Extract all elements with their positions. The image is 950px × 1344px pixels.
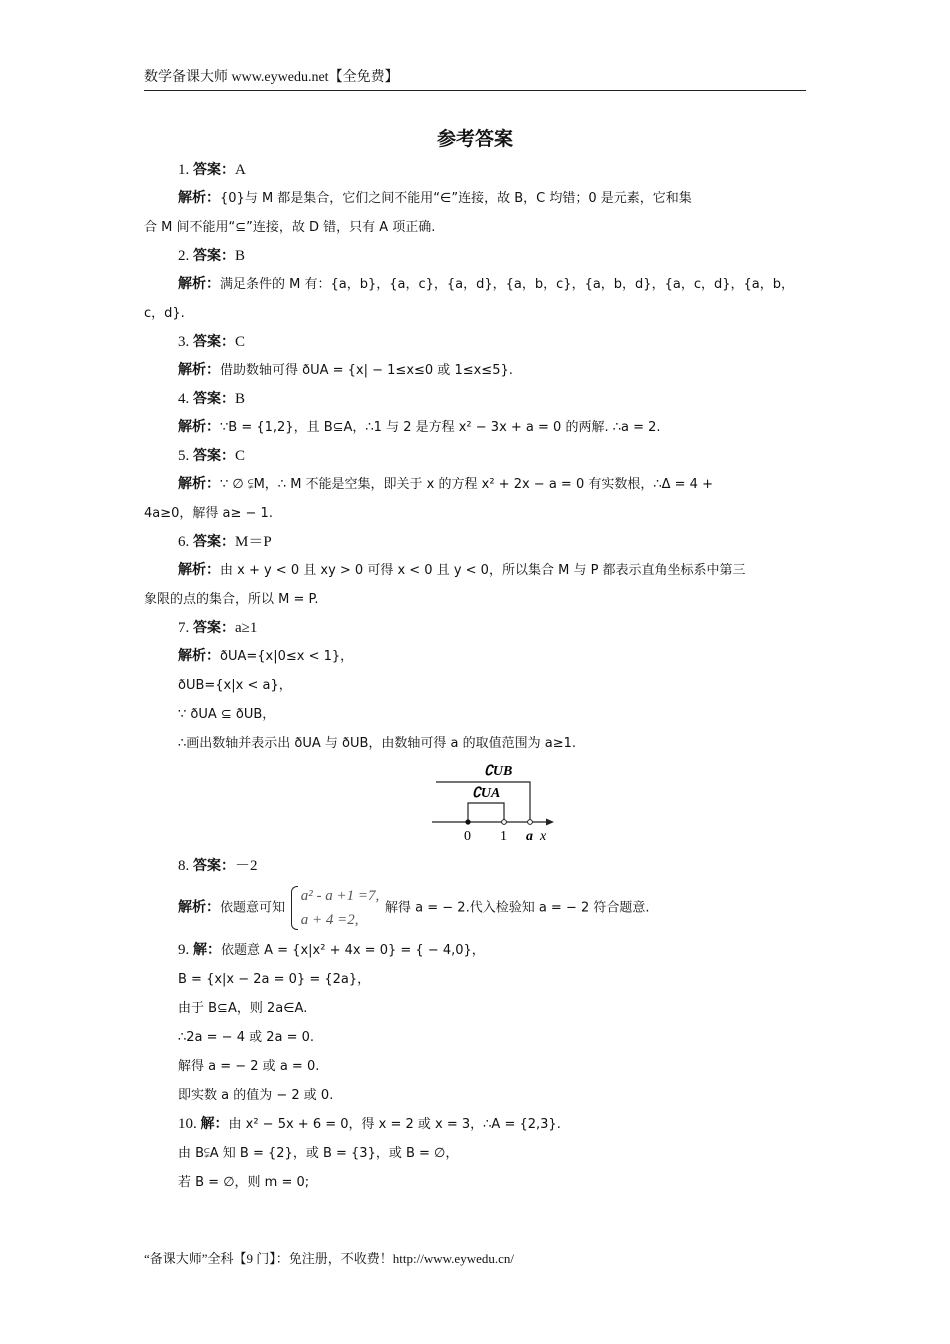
item9-line: 由于 B⊆A，则 2a∈A. [178, 1001, 308, 1016]
item9-line: ∴2a = − 4 或 2a = 0. [178, 1030, 315, 1045]
complement-a-label: ∁UA [472, 786, 501, 801]
item-10 [144, 1110, 808, 1197]
point-one-open [502, 820, 507, 825]
equation-system: a² - a +1 =7, a + 4 =2, [291, 884, 380, 932]
item-analysis-line: 解析：{0}与 M 都是集合，它们之间不能用“∈”连接，故 B，C 均错；0 是元素，它和集 [178, 190, 692, 206]
item-analysis-line: 合 M 间不能用“⊆”连接，故 D 错，只有 A 项正确. [144, 220, 436, 235]
item-analysis-line: 解析：∵ ∅ ⫋M，∴ M 不能是空集，即关于 x 的方程 x² + 2x − a = 0 有实数根，∴Δ = 4 + [178, 476, 713, 492]
point-zero-closed [465, 819, 470, 824]
page-header: 数学备课大师 www.eywedu.net【全免费】 [144, 66, 806, 91]
item-analysis-line: 解析：ðUA={x|0≤x < 1}， [178, 648, 354, 664]
item-8-answer: 8. 答案：－2 [178, 858, 258, 874]
item-analysis-line: ðUB={x|x < a}， [178, 678, 292, 693]
tick-label-a: a [526, 829, 533, 844]
item-analysis-line: 象限的点的集合，所以 M = P. [144, 592, 319, 607]
item9-line: B = {x|x − 2a = 0} = {2a}， [178, 972, 371, 987]
item-answer: 2. 答案：B [178, 248, 246, 264]
answer-items [144, 156, 808, 758]
number-line-figure [144, 760, 808, 846]
number-line-svg [428, 760, 558, 846]
item-9 [144, 936, 808, 1110]
item-analysis-line: ∴画出数轴并表示出 ðUA 与 ðUB，由数轴可得 a 的取值范围为 a≥1. [178, 736, 577, 751]
item-8-analysis: 解析：依题意可知 a² - a +1 =7, a + 4 =2, 解得 a = − 2.代入检验知 a = − 2 符合题意. [144, 884, 808, 932]
brace [291, 886, 298, 930]
tick-label-0: 0 [464, 829, 471, 844]
item10-line: 10. 解：由 x² − 5x + 6 = 0，得 x = 2 或 x = 3，∴A = {2,3}. [178, 1116, 561, 1132]
axis-arrow [546, 819, 554, 826]
answer-body [144, 156, 808, 1197]
page-footer: “备课大师”全科【9 门】：免注册，不收费！http://www.eywedu.cn/ [144, 1251, 514, 1266]
item-answer: 6. 答案：M＝P [178, 534, 272, 550]
item9-line: 即实数 a 的值为 − 2 或 0. [178, 1088, 334, 1103]
item-answer: 4. 答案：B [178, 391, 246, 407]
complement-b-label: ∁UB [484, 764, 513, 779]
complement-a-bracket [468, 803, 504, 822]
item10-line: 若 B = ∅，则 m = 0; [178, 1175, 310, 1190]
item-answer: 5. 答案：C [178, 448, 246, 464]
item-analysis-line: 解析：∵B = {1,2}，且 B⊆A，∴1 与 2 是方程 x² − 3x + a = 0 的两解. ∴a = 2. [178, 419, 661, 435]
item-analysis-line: 解析：由 x + y < 0 且 xy > 0 可得 x < 0 且 y < 0，所以集合 M 与 P 都表示直角坐标系中第三 [178, 562, 746, 578]
item-answer: 3. 答案：C [178, 334, 246, 350]
item9-line: 9. 解：依题意 A = {x|x² + 4x = 0} = { − 4,0}， [178, 942, 485, 958]
item-analysis-line: 4a≥0，解得 a≥ − 1. [144, 506, 273, 521]
page-title: 参考答案 [436, 128, 513, 150]
item-answer: 7. 答案：a≥1 [178, 620, 258, 636]
item10-line: 由 B⫋A 知 B = {2}，或 B = {3}，或 B = ∅， [178, 1146, 459, 1161]
point-a-open [528, 820, 533, 825]
item-analysis-line: 解析：满足条件的 M 有：{a，b}，{a，c}，{a，d}，{a，b，c}，{a，b，d}，{a，c，d}，{a，b，c，d}. [144, 276, 794, 321]
tick-label-1: 1 [500, 829, 507, 844]
item9-line: 解得 a = − 2 或 a = 0. [178, 1059, 320, 1074]
tick-label-x: x [540, 829, 547, 844]
item-analysis-line: ∵ ðUA ⊆ ðUB， [178, 707, 276, 722]
item-answer: 1. 答案：A [178, 162, 246, 178]
item-analysis-line: 解析：借助数轴可得 ðUA = {x| − 1≤x≤0 或 1≤x≤5}. [178, 362, 513, 378]
